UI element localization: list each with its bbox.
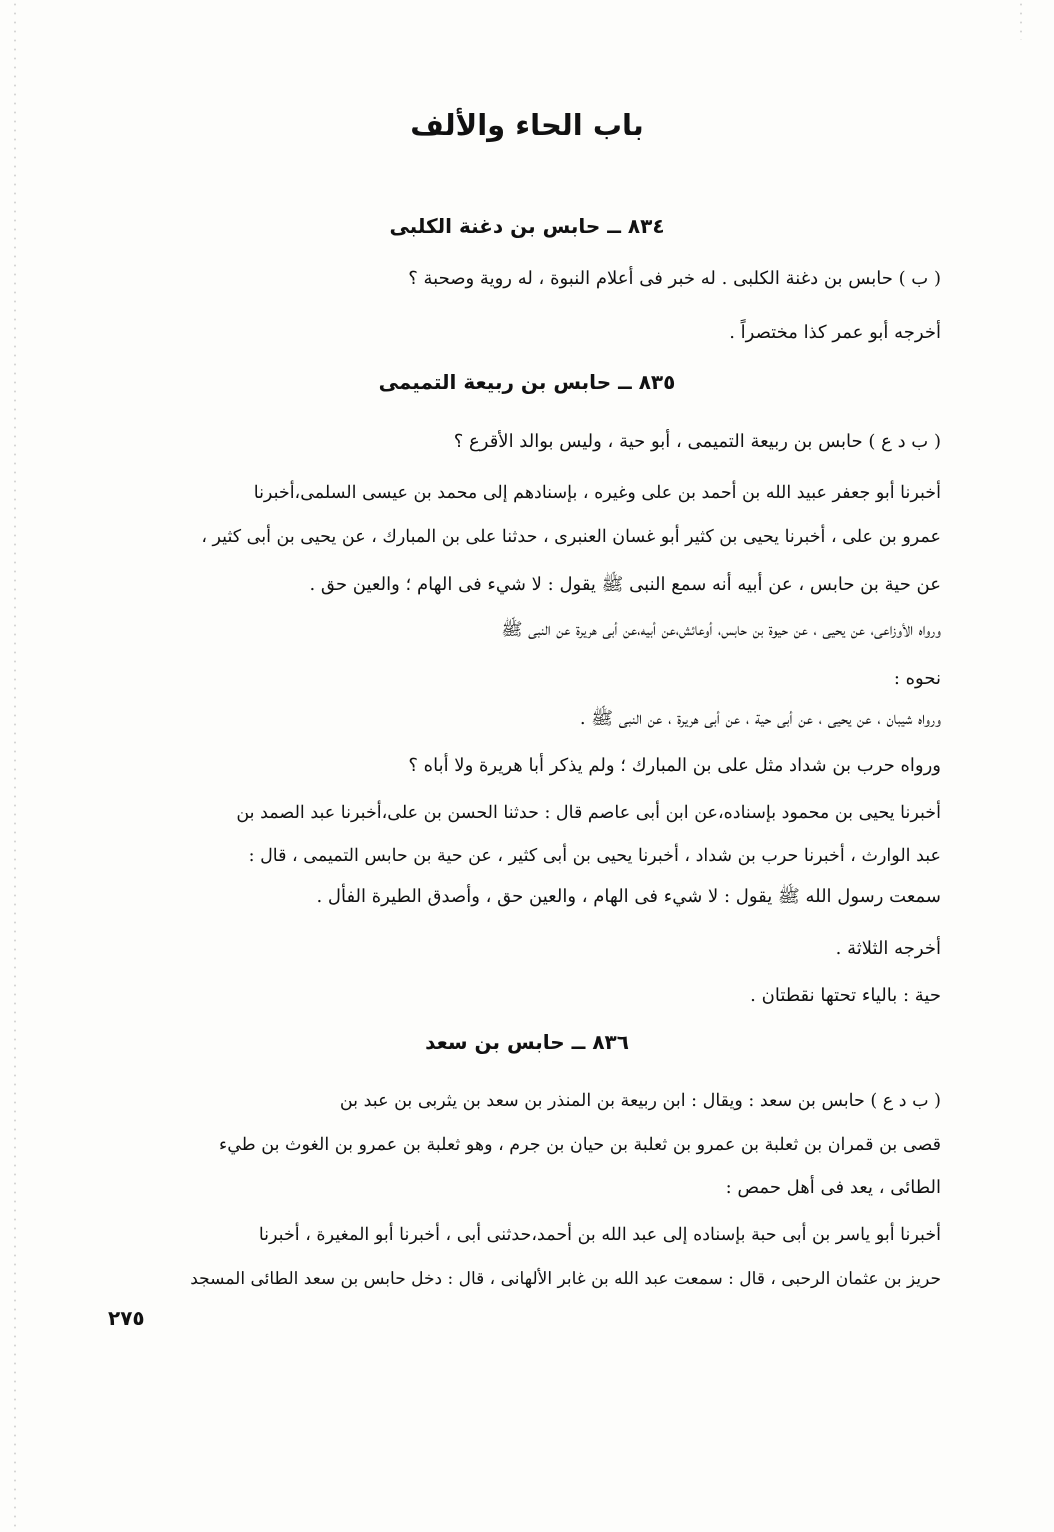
entry-835-line-2: أخبرنا أبو جعفر عبيد الله بن أحمد بن على وغيره ، بإسنادهم إلى محمد بن عيسى السلمى،أخبرنا — [253, 483, 941, 503]
scan-edge-artifact-top — [1020, 0, 1022, 40]
entry-835-line-4: عن حية بن حابس ، عن أبيه أنه سمع النبى ﷺ يقول : لا شيء فى الهام ؛ والعين حق . — [309, 574, 941, 595]
entry-835-line-3: عمرو بن على ، أخبرنا يحيى بن كثير أبو غسان العنبرى ، حدثنا على بن المبارك ، عن يحيى بن أبى كثير ، — [201, 527, 941, 547]
entry-title-836: ٨٣٦ ــ حابس بن سعد — [425, 1030, 629, 1054]
entry-835-line-7: ورواه شيبان ، عن يحيى ، عن أبى حية ، عن أبى هريرة ، عن النبى ﷺ . — [579, 708, 941, 729]
entry-835-line-13: حية : بالياء تحتها نقطتان . — [750, 985, 941, 1006]
entry-835-line-9: أخبرنا يحيى بن محمود بإسناده،عن ابن أبى عاصم قال : حدثنا الحسن بن على،أخبرنا عبد الصمد بن — [236, 803, 941, 823]
entry-836-line-3: الطائى ، يعد فى أهل حمص : — [725, 1177, 941, 1198]
entry-836-line-2: قصى بن قمران بن ثعلبة بن عمرو بن ثعلبة بن حيان بن جرم ، وهو ثعلبة بن عمرو بن الغوث بن طيء — [218, 1135, 941, 1155]
page-number: ٢٧٥ — [108, 1306, 145, 1330]
entry-836-line-5: حريز بن عثمان الرحبى ، قال : سمعت عبد الله بن غابر الألهانى ، قال : دخل حابس بن سعد الطائى المسجد — [190, 1269, 941, 1289]
chapter-heading: باب الحاء والألف — [410, 108, 644, 142]
entry-835-line-12: أخرجه الثلاثة . — [835, 938, 941, 959]
entry-835-line-10: عبد الوارث ، أخبرنا حرب بن شداد ، أخبرنا يحيى بن أبى كثير ، عن حية بن حابس التميمى ، قال : — [248, 846, 941, 866]
entry-835-line-5: ورواه الأوزاعى، عن يحيى ، عن حيوة بن حابس، أوعائش،عن أبيه،عن أبى هريرة عن النبى ﷺ — [501, 620, 941, 640]
entry-836-line-4: أخبرنا أبو ياسر بن أبى حبة بإسناده إلى عبد الله بن أحمد،حدثنى أبى ، أخبرنا أبو المغيرة ، أخبرنا — [258, 1225, 941, 1245]
entry-835-line-6: نحوه : — [893, 668, 941, 689]
entry-834-line-1: ( ب ) حابس بن دغنة الكلبى . له خبر فى أعلام النبوة ، له روية وصحبة ؟ — [408, 268, 941, 289]
entry-835-line-11: سمعت رسول الله ﷺ يقول : لا شيء فى الهام ، والعين حق ، وأصدق الطيرة الفأل . — [316, 886, 941, 907]
entry-title-834: ٨٣٤ ــ حابس بن دغنة الكلبى — [389, 214, 665, 238]
entry-835-line-8: ورواه حرب بن شداد مثل على بن المبارك ؛ ولم يذكر أبا هريرة ولا أباه ؟ — [408, 755, 941, 776]
entry-title-835: ٨٣٥ ــ حابس بن ربيعة التميمى — [378, 370, 676, 394]
entry-835-line-1: ( ب د ع ) حابس بن ربيعة التميمى ، أبو حية ، وليس بوالد الأقرع ؟ — [453, 431, 941, 452]
entry-834-line-2: أخرجه أبو عمر كذا مختصراً . — [729, 322, 941, 343]
entry-836-line-1: ( ب د ع ) حابس بن سعد : ويقال : ابن ربيعة بن المنذر بن سعد بن يثربى بن عبد بن — [339, 1091, 941, 1111]
